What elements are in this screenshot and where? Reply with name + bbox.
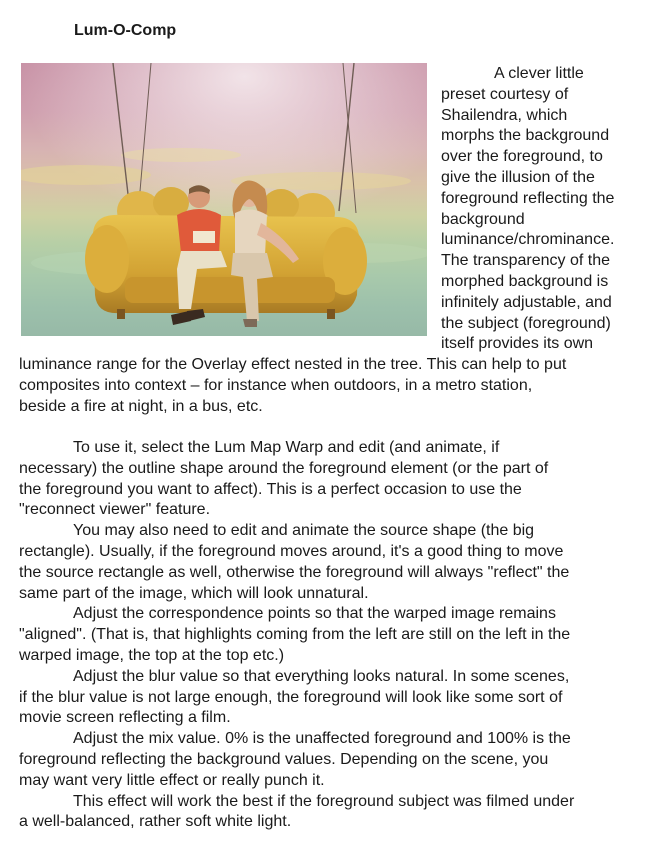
- paragraph-reconnect: [19, 438, 651, 521]
- paragraph-mix: [19, 729, 651, 791]
- text-line: Shailendra, which: [441, 106, 568, 124]
- text-line: Adjust the blur value so that everything looks natural. In some scenes,: [73, 667, 570, 685]
- paragraph-correspondence: [19, 604, 651, 666]
- text-line: background: [441, 210, 525, 228]
- photo-couple-on-swinging-sofa-icon: [21, 63, 427, 336]
- text-line: This effect will work the best if the foreground subject was filmed under: [73, 792, 575, 810]
- text-line: preset courtesy of: [441, 85, 569, 103]
- text-line: if the blur value is not large enough, the foreground will look like some sort of: [19, 688, 563, 706]
- text-line: luminance/chrominance.: [441, 231, 615, 249]
- text-line: the foreground you want to affect). This is a perfect occasion to use the: [19, 480, 522, 498]
- text-line: may want very little effect or really punch it.: [19, 771, 325, 789]
- text-line: give the illusion of the: [441, 168, 595, 186]
- text-line: movie screen reflecting a film.: [19, 709, 231, 727]
- text-line: luminance range for the Overlay effect nested in the tree. This can help to put: [19, 356, 567, 373]
- text-line: morphs the background: [441, 127, 610, 145]
- text-line: infinitely adjustable, and: [441, 293, 612, 311]
- text-line: "aligned". (That is, that highlights coming from the left are still on the left in the: [19, 626, 571, 644]
- intro-side-text: [441, 64, 657, 355]
- text-line: rectangle). Usually, if the foreground moves around, it's a good thing to move: [19, 542, 564, 560]
- text-line: foreground reflecting the background values. Depending on the scene, you: [19, 750, 549, 768]
- text-line: itself provides its own: [441, 335, 594, 353]
- text-line: morphed background is: [441, 272, 609, 290]
- paragraph-blur: [19, 667, 651, 729]
- composite-photo: [21, 63, 427, 336]
- text-line: same part of the image, which will look unnatural.: [19, 584, 369, 602]
- text-line: a well-balanced, rather soft white light.: [19, 813, 292, 831]
- page-title: Lum-O-Comp: [74, 22, 177, 39]
- text-line: necessary) the outline shape around the foreground element (or the part of: [19, 459, 549, 477]
- text-line: the source rectangle as well, otherwise the foreground will always "reflect" the: [19, 563, 570, 581]
- text-line: beside a fire at night, in a bus, etc.: [19, 397, 263, 415]
- text-line: A clever little: [494, 65, 584, 82]
- text-line: warped image, the top at the top etc.): [19, 646, 285, 664]
- text-line: You may also need to edit and animate the source shape (the big: [73, 522, 535, 540]
- text-line: The transparency of the: [441, 252, 610, 270]
- text-line: To use it, select the Lum Map Warp and edit (and animate, if: [73, 439, 500, 456]
- text-line: composites into context – for instance when outdoors, in a metro station,: [19, 376, 533, 394]
- instructions: [19, 438, 651, 833]
- paragraph-lighting: [19, 792, 651, 834]
- text-line: foreground reflecting the: [441, 189, 615, 207]
- text-line: "reconnect viewer" feature.: [19, 501, 211, 519]
- text-line: the subject (foreground): [441, 314, 611, 332]
- text-line: Adjust the correspondence points so that the warped image remains: [73, 605, 556, 623]
- text-line: over the foreground, to: [441, 148, 603, 166]
- paragraph-source-shape: [19, 521, 651, 604]
- text-line: Adjust the mix value. 0% is the unaffected foreground and 100% is the: [73, 730, 571, 748]
- intro-continuation: [19, 355, 651, 417]
